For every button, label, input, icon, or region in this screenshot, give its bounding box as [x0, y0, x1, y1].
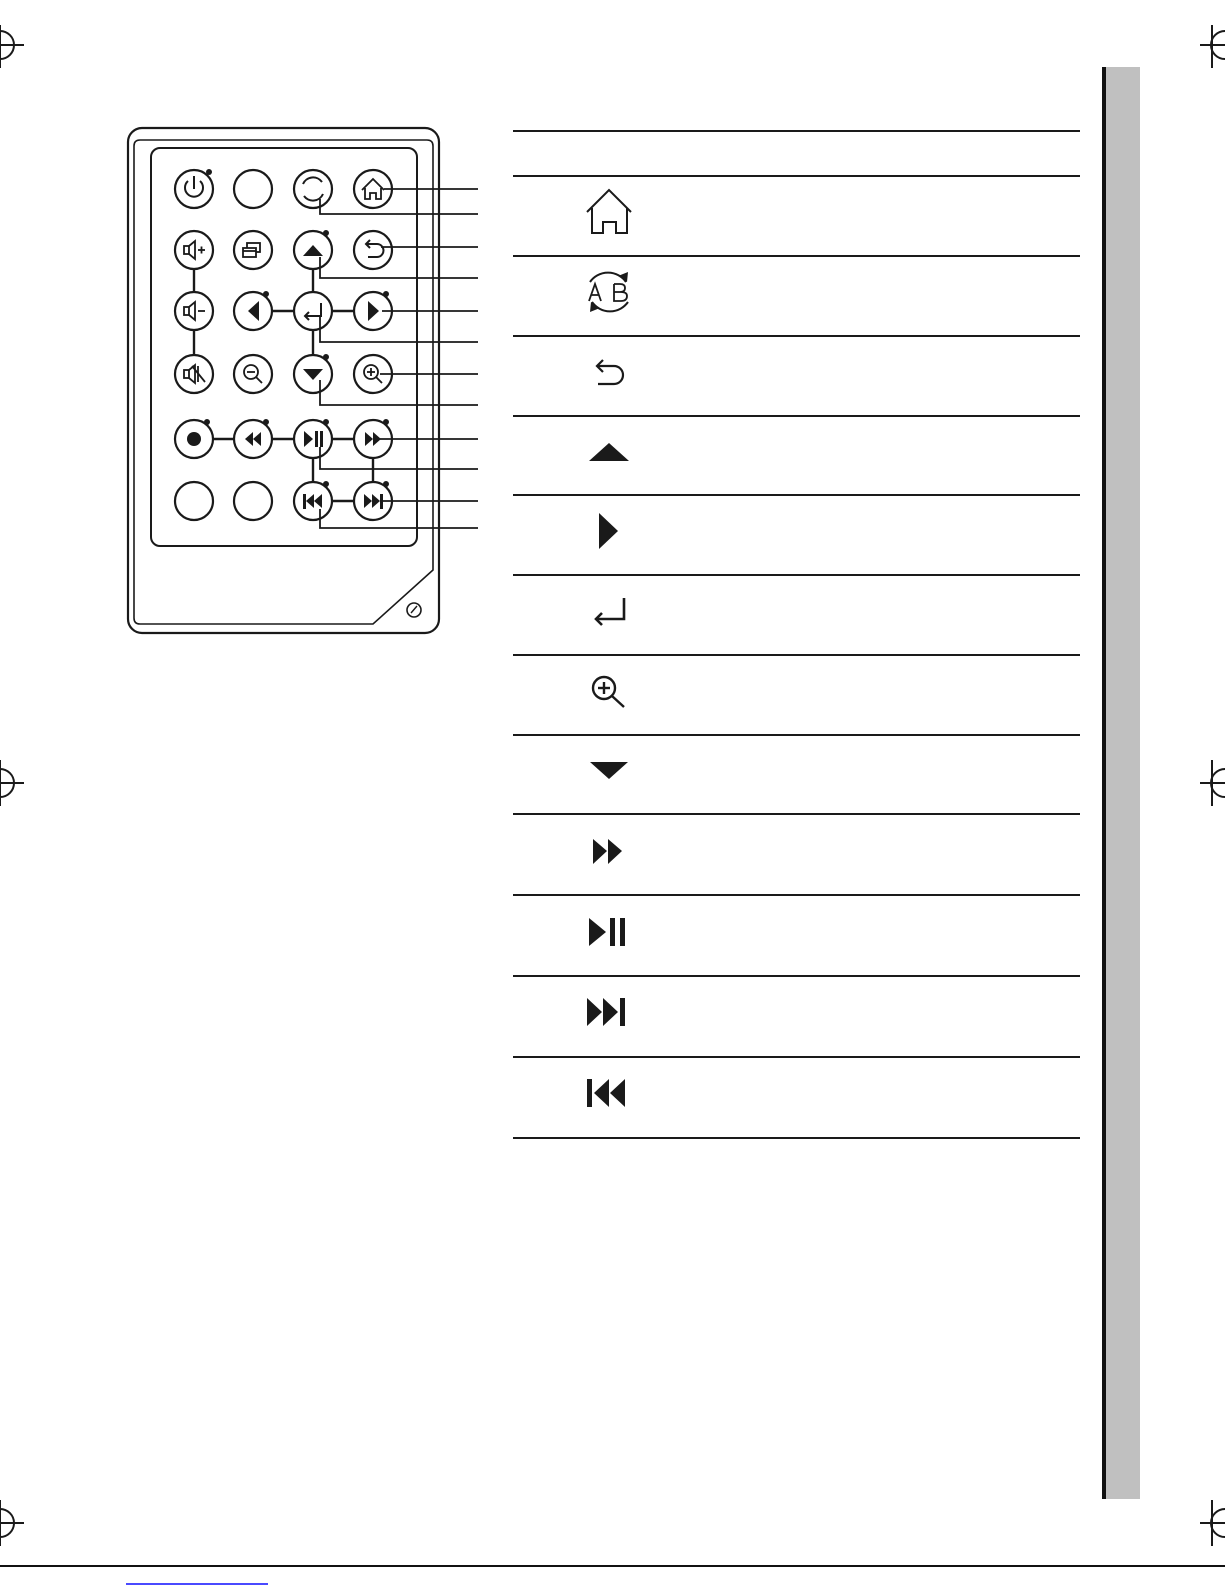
left-arrow-icon: [248, 301, 259, 321]
back-icon: [597, 360, 623, 384]
down-arrow-icon: [590, 762, 628, 779]
ab-repeat-icon: [589, 272, 628, 312]
previous-track-icon: [587, 1079, 625, 1107]
volume-down-button: [175, 292, 213, 330]
home-icon: [362, 179, 384, 199]
play-pause-icon: [589, 918, 625, 946]
enter-button: [294, 292, 332, 330]
blank-button: [175, 482, 213, 520]
remote-buttons: [175, 170, 392, 520]
home-icon: [587, 190, 631, 233]
play-pause-icon: [304, 431, 323, 447]
registration-mark-icon: [1200, 760, 1225, 806]
back-button: [354, 231, 392, 269]
enter-icon: [596, 598, 624, 625]
registration-mark-icon: [0, 1500, 24, 1546]
zoom-in-icon: [593, 677, 624, 707]
fast-forward-icon: [593, 839, 622, 864]
repeat-button: [294, 170, 332, 208]
volume-up-button: [175, 231, 213, 269]
fast-forward-icon: [365, 432, 381, 446]
zoom-out-button: [234, 355, 272, 393]
registration-mark-icon: [1200, 25, 1225, 68]
zoom-in-icon: [364, 365, 382, 383]
mute-button: [175, 355, 213, 393]
power-icon: [185, 176, 203, 197]
mute-icon: [184, 365, 205, 383]
right-arrow-icon: [368, 301, 379, 321]
blank-button: [234, 170, 272, 208]
up-arrow-icon: [589, 443, 629, 461]
down-arrow-icon: [303, 369, 323, 380]
window-icon: [243, 243, 260, 257]
registration-mark-icon: [0, 25, 24, 68]
volume-up-icon: [184, 241, 205, 259]
up-arrow-icon: [303, 245, 323, 256]
remote-connectors: [194, 269, 373, 501]
registration-mark-icon: [1200, 1500, 1225, 1546]
zoom-out-icon: [244, 365, 262, 383]
enter-icon: [305, 303, 321, 320]
callout-leader-lines: [320, 189, 478, 528]
volume-down-icon: [184, 302, 205, 320]
next-track-icon: [587, 998, 625, 1026]
remote-control-illustration: [128, 128, 439, 633]
right-arrow-icon: [599, 513, 618, 549]
back-icon: [366, 240, 384, 257]
blank-button: [234, 482, 272, 520]
next-track-icon: [364, 494, 383, 509]
rewind-icon: [245, 432, 261, 446]
repeat-icon: [303, 177, 323, 200]
record-icon: [187, 432, 201, 446]
registration-mark-icon: [0, 760, 24, 806]
previous-track-icon: [303, 494, 322, 509]
